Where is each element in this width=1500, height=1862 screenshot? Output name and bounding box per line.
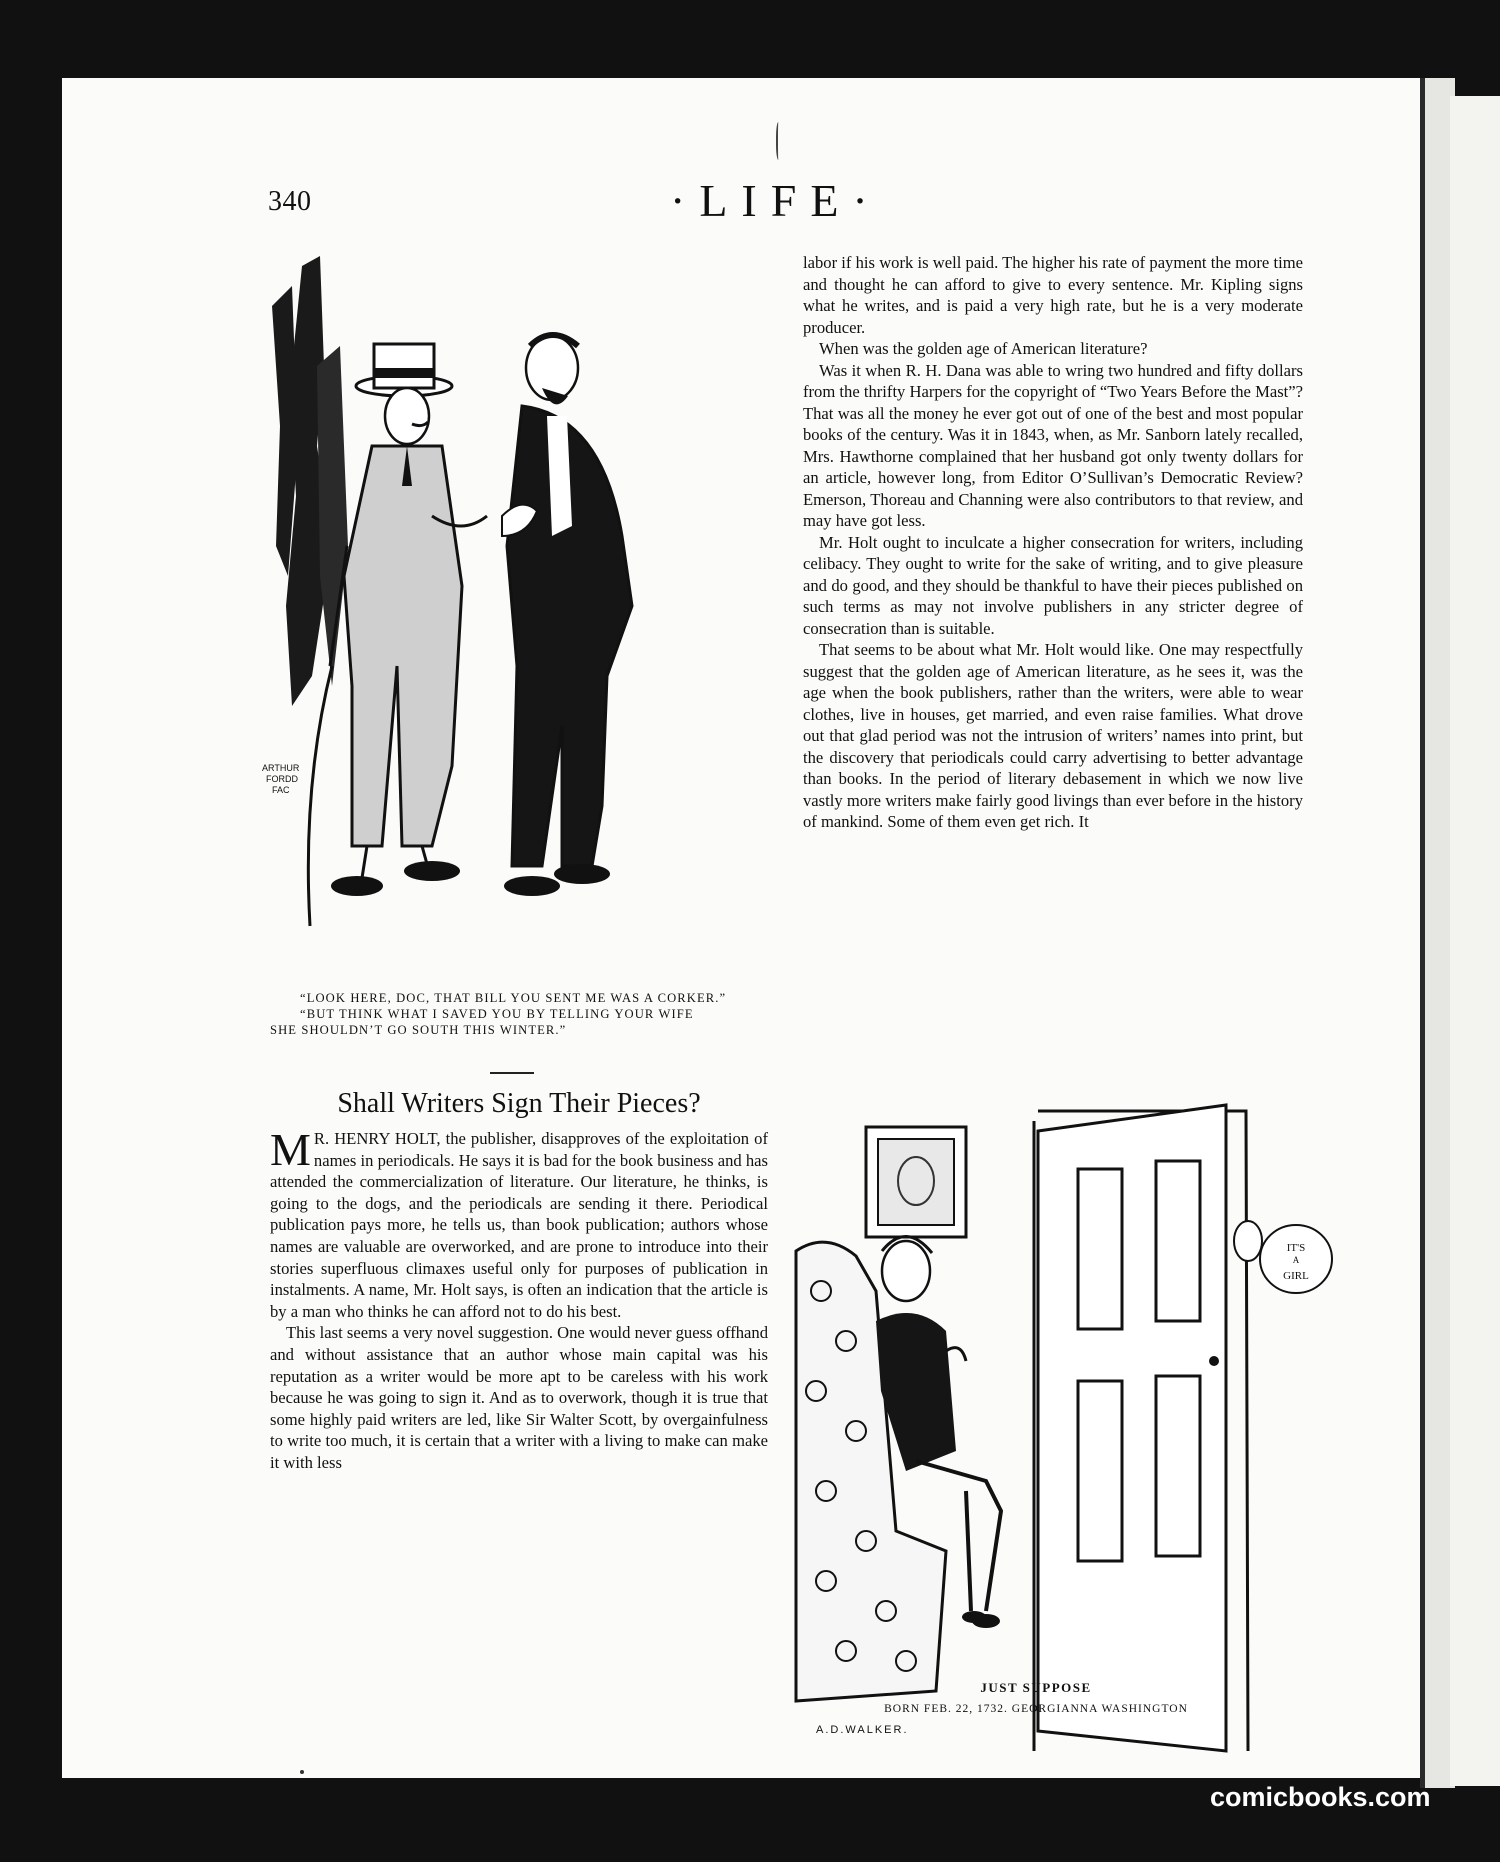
article-title: Shall Writers Sign Their Pieces? xyxy=(337,1088,701,1119)
article-paragraph: Mr. Holt ought to inculcate a higher consecration for writers, including celibacy. They ought to write for the sake of writing, and to give pleasure and do good, and they should be thankful to have their pieces published on such terms as may not involve publishers in any stricter degree of consecration than is suitable. xyxy=(803,532,1303,638)
drop-cap: M xyxy=(270,1124,311,1175)
section-divider xyxy=(490,1072,534,1074)
door-sign-line1: IT'S xyxy=(1286,1242,1306,1254)
artist-signature-line3: FAC xyxy=(272,785,290,795)
artist-signature: A.D.WALKER. xyxy=(816,1724,909,1736)
artist-signature-line2: FORDD xyxy=(266,774,298,784)
cartoon2-caption-subtitle: BORN FEB. 22, 1732. GEORGIANNA WASHINGTON xyxy=(884,1703,1188,1715)
door-sign-line3: GIRL xyxy=(1283,1270,1309,1282)
caption-line-2: “BUT THINK WHAT I SAVED YOU BY TELLING YOUR WIFE xyxy=(300,1007,694,1021)
page-number: 340 xyxy=(268,186,312,217)
next-page-edge xyxy=(1450,96,1500,1786)
cartoon-illustration-door xyxy=(786,1000,1346,1862)
ink-mark xyxy=(776,122,782,160)
article-paragraph: When was the golden age of American literature? xyxy=(819,339,1148,358)
cartoon-illustration-gentlemen xyxy=(262,246,772,976)
article-paragraph: M R. HENRY HOLT, the publisher, disapproves of the exploitation of names in periodicals. He says it is bad for the book business and has attended the commercialization of literature. Our literature, he thinks, is going to the dogs, and the periodicals are sending it there. Periodical publication pays more, he tells us, than book publication; authors whose names are valuable are overworked, and are prone to introduce into their stories superfluous climaxes useful only for purposes of publication in instalments. A name, Mr. Holt says, is often an indication that the article is by a man who thinks he can afford not to do his best. xyxy=(270,1124,768,1321)
article-paragraph: Was it when R. H. Dana was able to wring two hundred and fifty dollars from the thrifty Harpers for the copyright of “Two Years Before the Mast”? That was all the money he ever got out of one of the best and most popular books of the century. Was it in 1843, when, as Mr. Sanborn lately recalled, Mrs. Hawthorne complained that her husband got only twenty dollars for an article, however long, from Editor O’Sullivan’s Democratic Review? Emerson, Thoreau and Channing were also contributors to that review, and may have got less. xyxy=(803,360,1303,530)
watermark: comicbooks.com xyxy=(1210,1782,1431,1812)
door-sign-line2: A xyxy=(1292,1255,1300,1265)
artist-signature: ARTHUR xyxy=(262,763,300,773)
article-column-left xyxy=(270,1124,768,1474)
caption-line-3: SHE SHOULDN’T GO SOUTH THIS WINTER.” xyxy=(270,1023,567,1037)
article-column-right xyxy=(803,252,1303,833)
cartoon2-caption-title: JUST SUPPOSE xyxy=(980,1680,1092,1695)
caption-line-1: “LOOK HERE, DOC, THAT BILL YOU SENT ME WAS A CORKER.” xyxy=(300,991,727,1005)
cartoon-caption xyxy=(270,990,768,1038)
article-paragraph: This last seems a very novel suggestion. One would never guess offhand and without assistance that an author whose main capital was his reputation as a writer would be more apt to be careless with his work because he was going to sign it. And as to overwork, though it is true that some highly paid writers are led, like Sir Walter Scott, by overgainfulness to write too much, it is certain that a writer with a living to make can make it with less xyxy=(270,1323,768,1472)
article-paragraph: labor if his work is well paid. The higher his rate of payment the more time and thought he can afford to give to every sentence. Mr. Kipling signs what he writes, and is paid a very high rate, but he is a very moderate producer. xyxy=(803,253,1303,337)
masthead: ·LIFE· xyxy=(670,175,882,226)
ink-speck xyxy=(300,1770,304,1774)
article-paragraph: That seems to be about what Mr. Holt would like. One may respectfully suggest that the golden age of American literature, as he sees it, was the age when the book publishers, rather than the writers, were able to wear clothes, live in houses, get married, and even raise families. What drove out that glad period was not the intrusion of writers’ names into print, but the discovery that periodicals could carry advertising to better advantage than books. In the period of literary debasement in which we now live vastly more writers make fairly good livings than ever before in the history of mankind. Some of them even get rich. It xyxy=(803,640,1303,831)
